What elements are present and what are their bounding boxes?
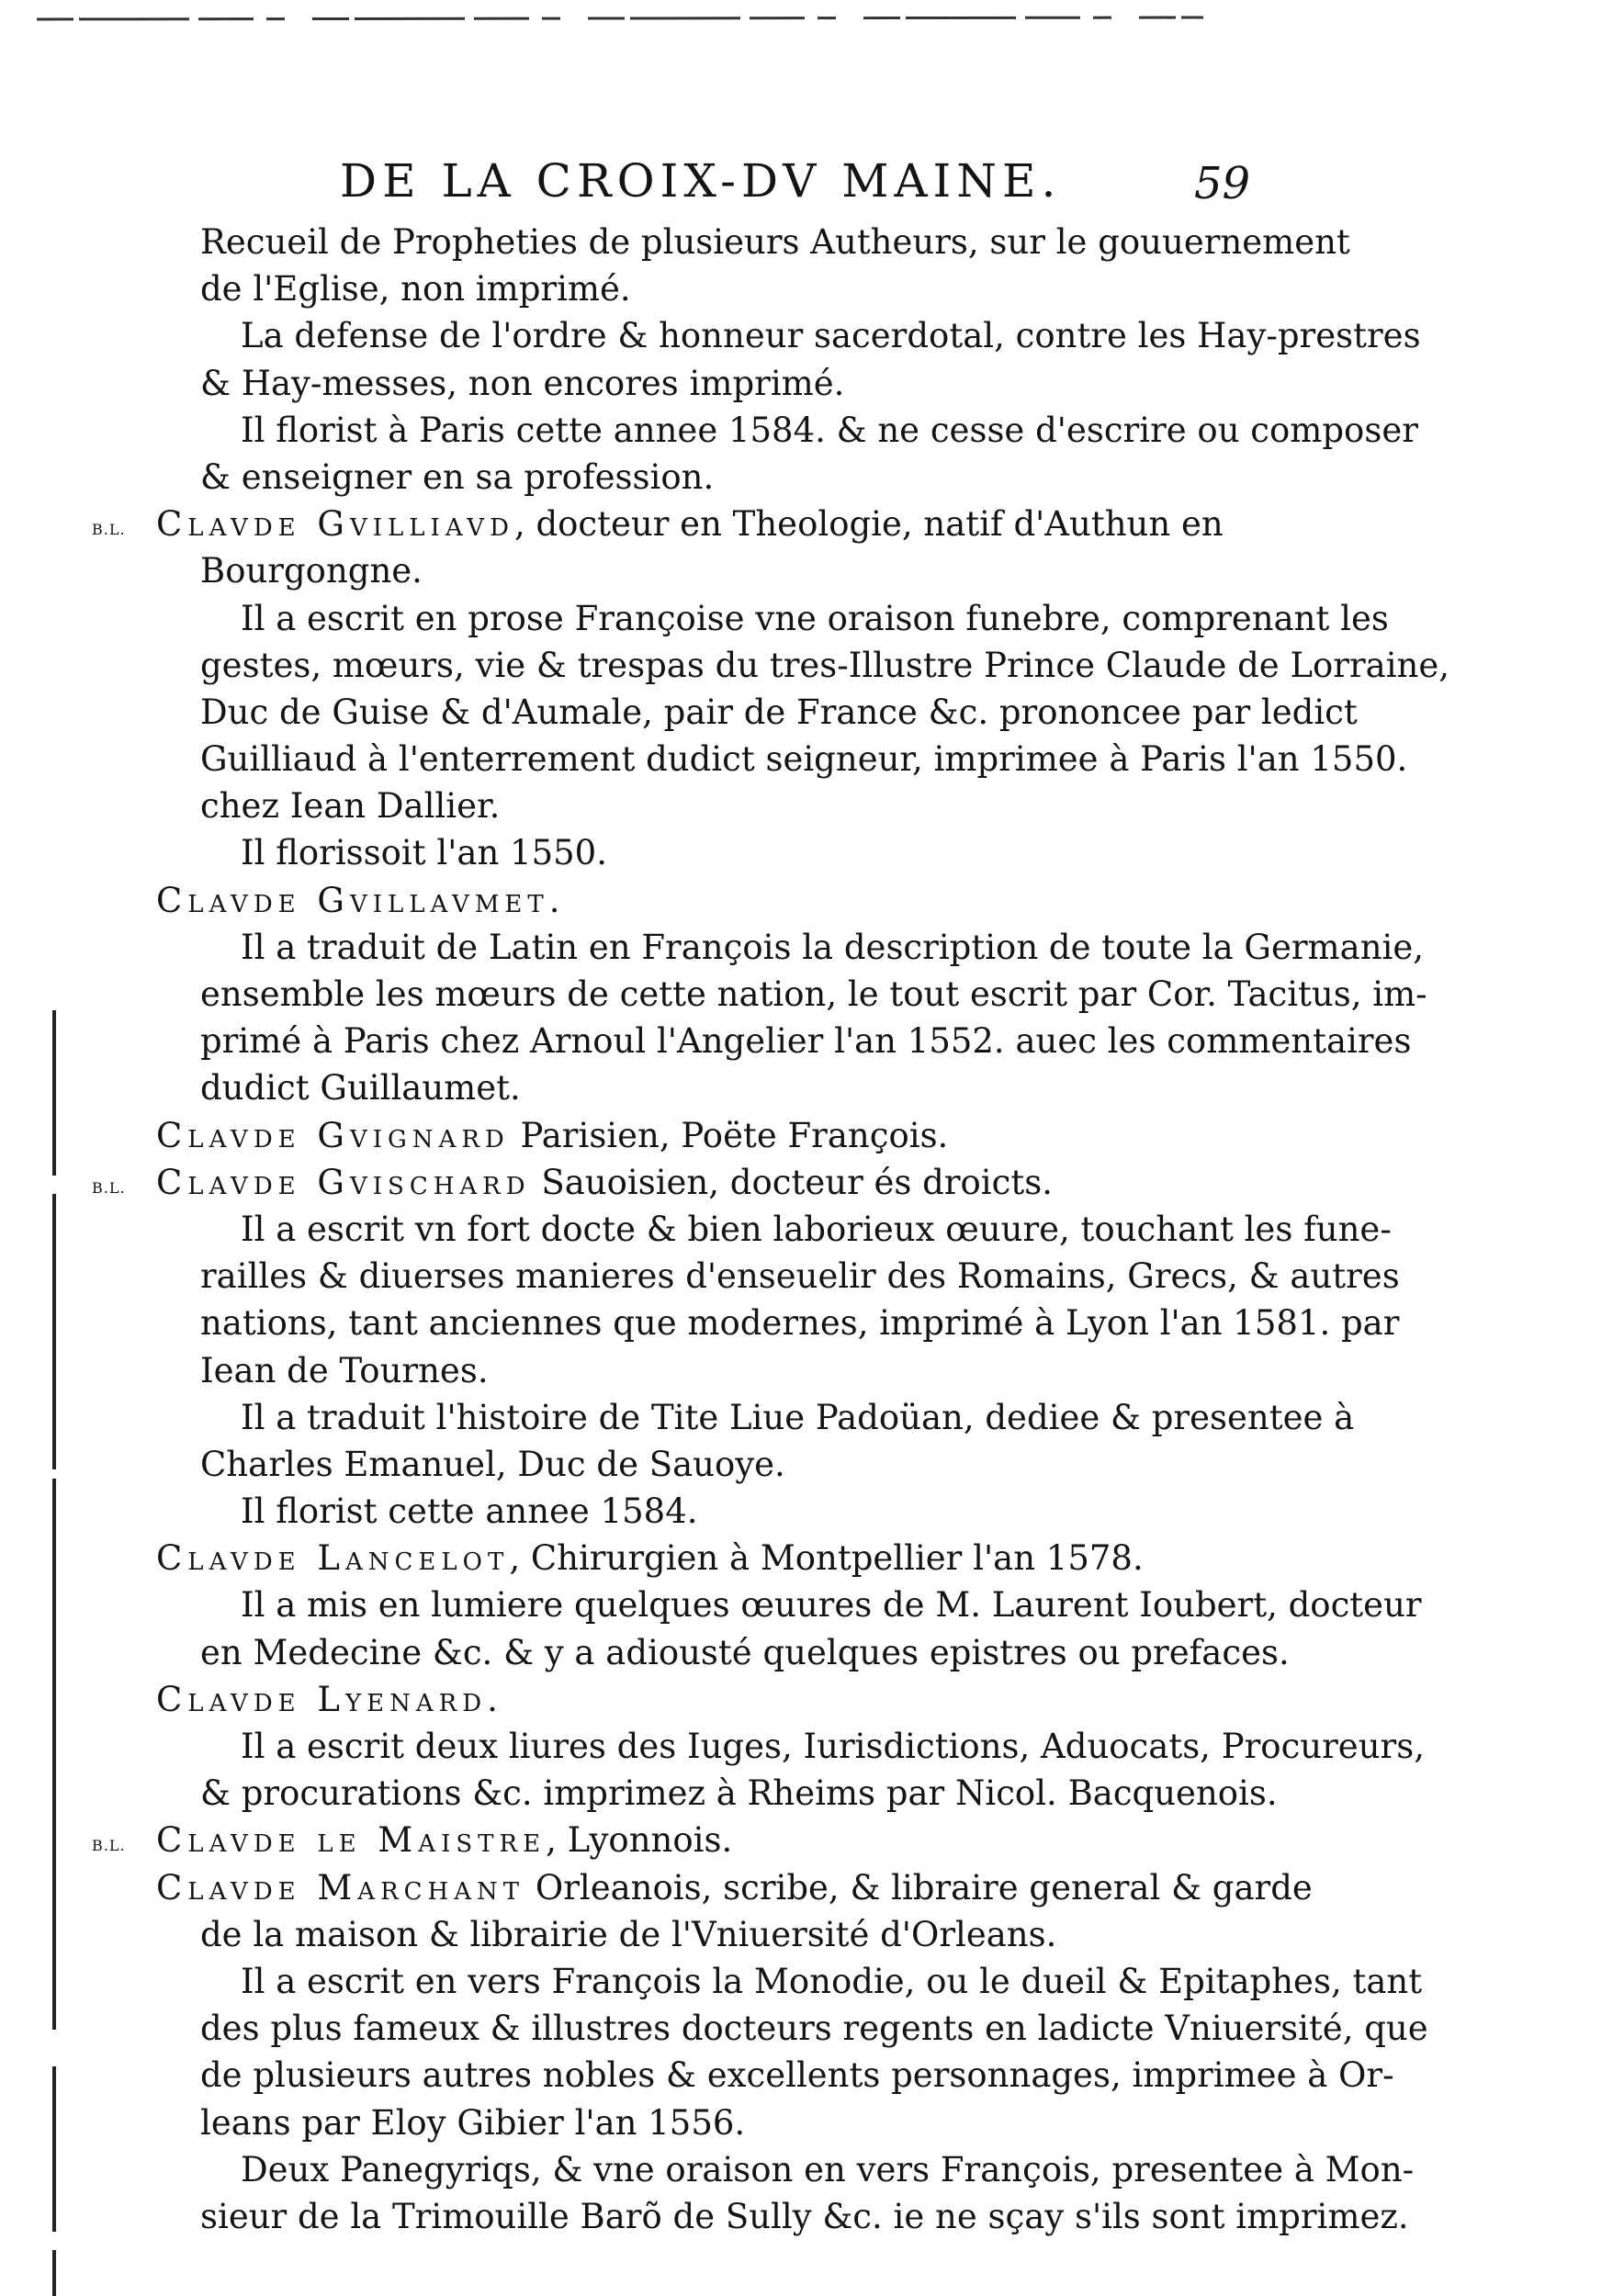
- line-text: Bourgongne.: [200, 551, 423, 591]
- text-line: [156, 1958, 1423, 2005]
- line-text: sieur de la Trimouille Barõ de Sully &c. ie ne sçay s'ils sont imprimez.: [200, 2196, 1409, 2236]
- text-line: [156, 1347, 1295, 1394]
- line-text: & enseigner en sa profession.: [200, 456, 715, 497]
- entry-heading-line: [156, 1535, 1295, 1581]
- text-line: [156, 1441, 1295, 1488]
- line-text: Parisien, Poëte François.: [509, 1115, 949, 1155]
- text-line: [156, 1629, 1295, 1676]
- margin-note: B.L.: [92, 1837, 126, 1855]
- line-text: en Medecine &c. & y a adiousté quelques epistres ou prefaces.: [200, 1632, 1290, 1672]
- author-name: Clavde Marchant: [156, 1867, 525, 1908]
- text-line: [156, 595, 1389, 642]
- line-text: Il florist à Paris cette annee 1584. & ne cesse d'escrire ou composer: [241, 410, 1418, 450]
- text-body: [92, 219, 1450, 2240]
- line-text: de plusieurs autres nobles & excellents personnages, imprimee à Or-: [200, 2055, 1394, 2096]
- line-text: Il a escrit vn fort docte & bien laborieux œuure, touchant les fune-: [241, 1209, 1392, 1249]
- text-line: [156, 782, 1295, 829]
- text-line: [156, 2193, 1409, 2240]
- text-line: [156, 312, 1421, 359]
- text-line: [156, 1018, 1412, 1064]
- author-name: Clavde Gvilliavd: [156, 504, 514, 545]
- text-line: [156, 689, 1358, 736]
- text-line: [156, 2052, 1394, 2099]
- line-text: Recueil de Propheties de plusieurs Autheurs, sur le gouuernement: [200, 222, 1350, 262]
- running-title: DE LA CROIX-DV MAINE.: [340, 154, 1062, 208]
- line-text: Duc de Guise & d'Aumale, pair de France &c. prononcee par ledict: [200, 692, 1358, 732]
- entry-heading-line: [156, 1112, 1295, 1159]
- text-line: [156, 1581, 1422, 1628]
- entry-heading-line: [92, 1159, 1295, 1206]
- text-line: [156, 2099, 1295, 2146]
- page-number: 59: [1194, 158, 1251, 209]
- line-text: Il florissoit l'an 1550.: [241, 833, 607, 873]
- text-line: [156, 1206, 1392, 1253]
- line-text: Orleanois, scribe, & libraire general & garde: [524, 1867, 1313, 1908]
- line-text: Il a escrit deux liures des Iuges, Iurisdictions, Aduocats, Procureurs,: [241, 1727, 1425, 1766]
- line-text: Il a escrit en prose Françoise vne oraison funebre, comprenant les: [241, 598, 1389, 638]
- text-line: [156, 547, 1295, 594]
- text-line: [156, 1064, 1295, 1111]
- line-text: de la maison & librairie de l'Vniuersité d'Orleans.: [200, 1914, 1057, 1954]
- line-text: & Hay-messes, non encores imprimé.: [200, 363, 845, 403]
- line-text: La defense de l'ordre & honneur sacerdotal, contre les Hay-prestres: [241, 316, 1421, 356]
- author-name: Clavde Gvignard: [156, 1115, 510, 1155]
- text-line: [156, 2005, 1428, 2052]
- author-name: Clavde Lyenard.: [156, 1679, 503, 1719]
- author-name: Clavde Gvischard: [156, 1162, 531, 1202]
- text-line: [156, 642, 1450, 689]
- text-line: [156, 829, 1295, 876]
- entry-heading-line: [92, 1817, 1295, 1863]
- line-text: , Chirurgien à Montpellier l'an 1578.: [509, 1538, 1144, 1579]
- text-line: [156, 1770, 1295, 1817]
- text-line: [156, 1300, 1400, 1346]
- line-text: , docteur en Theologie, natif d'Authun en: [513, 504, 1224, 545]
- line-text: nations, tant anciennes que modernes, imprimé à Lyon l'an 1581. par: [200, 1303, 1400, 1344]
- text-line: [156, 360, 1295, 407]
- scan-top-edge: [37, 13, 1203, 24]
- margin-note: B.L.: [92, 1178, 126, 1197]
- text-line: [156, 454, 1295, 501]
- author-name: Clavde le Maistre: [156, 1820, 547, 1861]
- text-line: [156, 1253, 1400, 1300]
- line-text: Il a escrit en vers François la Monodie, ou le dueil & Epitaphes, tant: [241, 1961, 1423, 2001]
- text-line: [156, 1394, 1355, 1441]
- scan-left-edge: [48, 1010, 61, 2296]
- text-line: [156, 407, 1418, 454]
- line-text: , Lyonnois.: [546, 1820, 733, 1861]
- line-text: Sauoisien, docteur és droicts.: [530, 1162, 1053, 1202]
- line-text: primé à Paris chez Arnoul l'Angelier l'an 1552. auec les commentaires: [200, 1021, 1412, 1062]
- entry-heading-line: [92, 501, 1295, 547]
- text-line: [156, 1723, 1425, 1770]
- line-text: chez Iean Dallier.: [200, 786, 501, 827]
- line-text: de l'Eglise, non imprimé.: [200, 269, 631, 310]
- text-line: [156, 924, 1425, 971]
- entry-heading-line: [156, 1676, 1295, 1723]
- text-line: [156, 736, 1408, 782]
- line-text: & procurations &c. imprimez à Rheims par Nicol. Bacquenois.: [200, 1773, 1278, 1814]
- line-text: railles & diuerses manieres d'enseuelir des Romains, Grecs, & autres: [200, 1256, 1400, 1297]
- line-text: gestes, mœurs, vie & trespas du tres-Illustre Prince Claude de Lorraine,: [200, 645, 1450, 685]
- line-text: Il florist cette annee 1584.: [241, 1491, 698, 1532]
- line-text: Charles Emanuel, Duc de Sauoye.: [200, 1444, 785, 1484]
- line-text: dudict Guillaumet.: [200, 1068, 521, 1109]
- margin-note: B.L.: [92, 521, 126, 539]
- text-line: [156, 1911, 1295, 1958]
- entry-heading-line: [156, 877, 1295, 924]
- line-text: Guilliaud à l'enterrement dudict seigneur, imprimee à Paris l'an 1550.: [200, 739, 1408, 780]
- line-text: Il a mis en lumiere quelques œuures de M. Laurent Ioubert, docteur: [241, 1585, 1422, 1626]
- author-name: Clavde Gvillavmet.: [156, 880, 566, 920]
- line-text: Iean de Tournes.: [200, 1350, 489, 1390]
- line-text: leans par Eloy Gibier l'an 1556.: [200, 2102, 746, 2143]
- text-line: [156, 265, 1295, 312]
- text-line: [156, 1488, 1295, 1535]
- line-text: Deux Panegyriqs, & vne oraison en vers François, presentee à Mon-: [241, 2149, 1415, 2189]
- text-line: [156, 971, 1427, 1018]
- text-line: [156, 219, 1350, 265]
- text-line: [156, 2146, 1415, 2193]
- entry-heading-line: [156, 1864, 1313, 1911]
- line-text: Il a traduit l'histoire de Tite Liue Padoüan, dediee & presentee à: [241, 1397, 1355, 1437]
- author-name: Clavde Lancelot: [156, 1538, 510, 1579]
- line-text: des plus fameux & illustres docteurs regents en ladicte Vniuersité, que: [200, 2009, 1428, 2049]
- line-text: Il a traduit de Latin en François la description de toute la Germanie,: [241, 927, 1425, 967]
- line-text: ensemble les mœurs de cette nation, le tout escrit par Cor. Tacitus, im-: [200, 974, 1427, 1014]
